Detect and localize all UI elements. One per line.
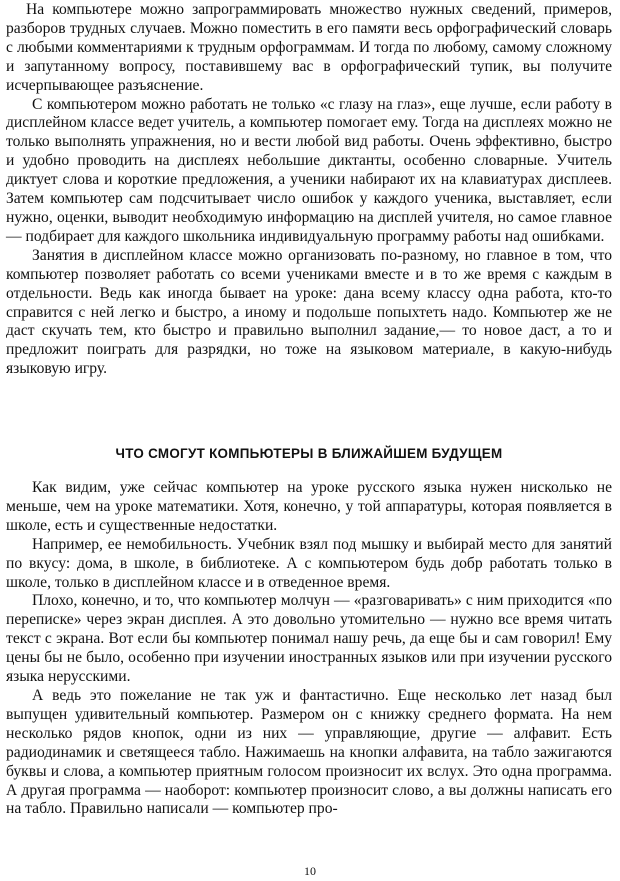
section-1 <box>6 1 612 379</box>
section-title: ЧТО СМОГУТ КОМПЬЮТЕРЫ В БЛИЖАЙШЕМ БУДУЩЕМ <box>115 446 503 461</box>
paragraph-display-class-teacher: С компьютером можно работать не только «с глазу на глаз», еще лучше, если работу в дисплейном классе ведет учитель, а компьютер помогает ему. Тогда на дисплеях можно не только выполнять упражнения, но и вести любой вид работы. Очень эффективно, быстро и удобно проводить на дисплеях небольшие диктанты, особенно словарные. Учитель диктует слова и короткие предложения, а ученики набирают их на клавиатурах дисплеев. Затем компьютер сам подсчитывает число ошибок у каждого ученика, выставляет, если нужно, оценки, выводит необходимую информацию на дисплей учителя, но самое главное — подбирает для каждого школьника индивидуальную программу работы над ошибками. <box>6 95 612 245</box>
paragraph-immobility: Например, ее немобильность. Учебник взял под мышку и выбирай место для занятий по вкусу: дома, в школе, в библиотеке. А с компьютером будь добр работать только в школе, только в дисплейном классе и в отведенное время. <box>6 535 612 591</box>
section-heading <box>6 445 612 463</box>
section-2 <box>6 479 612 819</box>
paragraph-dictionary: На компьютере можно запрограммировать множество нужных сведений, примеров, разборов трудных случаев. Можно поместить в его памяти весь орфографический словарь с любыми комментариями к трудным орфограммам. И тогда по любому, самому сложному и запутанному вопросу, поставившему вас в орфографический тупик, вы получите исчерпывающее разъяснение. <box>6 1 612 94</box>
page-number: 10 <box>304 864 316 878</box>
paragraph-silent-computer: Плохо, конечно, и то, что компьютер молчун — «разговаривать» с ним приходится «по переписке» через экран дисплея. А это довольно утомительно — нужно все время читать текст с экрана. Вот если бы компьютер понимал нашу речь, да еще бы и сам говорил! Ему цены бы не было, особенно при изучении иностранных языков или при изучении русского языка нерусскими. <box>6 592 612 686</box>
paragraph-display-class-organization: Занятия в дисплейном классе можно организовать по-разному, но главное в том, что компьютер позволяет работать со всеми учениками вместе и в то же время с каждым в отдельности. Ведь как иногда бывает на уроке: дана всему классу одна работа, кто-то справится с ней легко и быстро, а иному и подольше попыхтеть надо. Компьютер же не даст скучать тем, кто быстро и правильно выполнил задание,— то новое даст, а то и предложит поиграть для разрядки, но тоже на языковом материале, в какую-нибудь языковую игру. <box>6 246 612 378</box>
paragraph-computer-needed: Как видим, уже сейчас компьютер на уроке русского языка нужен нисколько не меньше, чем на уроке математики. Хотя, конечно, у той аппаратуры, которая появляется в школе, есть и существенные недостатки. <box>6 479 612 534</box>
paragraph-talking-computer: А ведь это пожелание не так уж и фантастично. Еще несколько лет назад был выпущен удивительный компьютер. Размером он с книжку среднего формата. На нем несколько рядов кнопок, одни из них — управляющие, другие — алфавит. Есть радиодинамик и светящееся табло. Нажимаешь на кнопки алфавита, на табло зажигаются буквы и слова, а компьютер приятным голосом произносит их вслух. Это одна программа. А другая программа — наоборот: компьютер произносит слово, а вы должны написать его на табло. Правильно написали — компьютер про- <box>6 686 612 818</box>
